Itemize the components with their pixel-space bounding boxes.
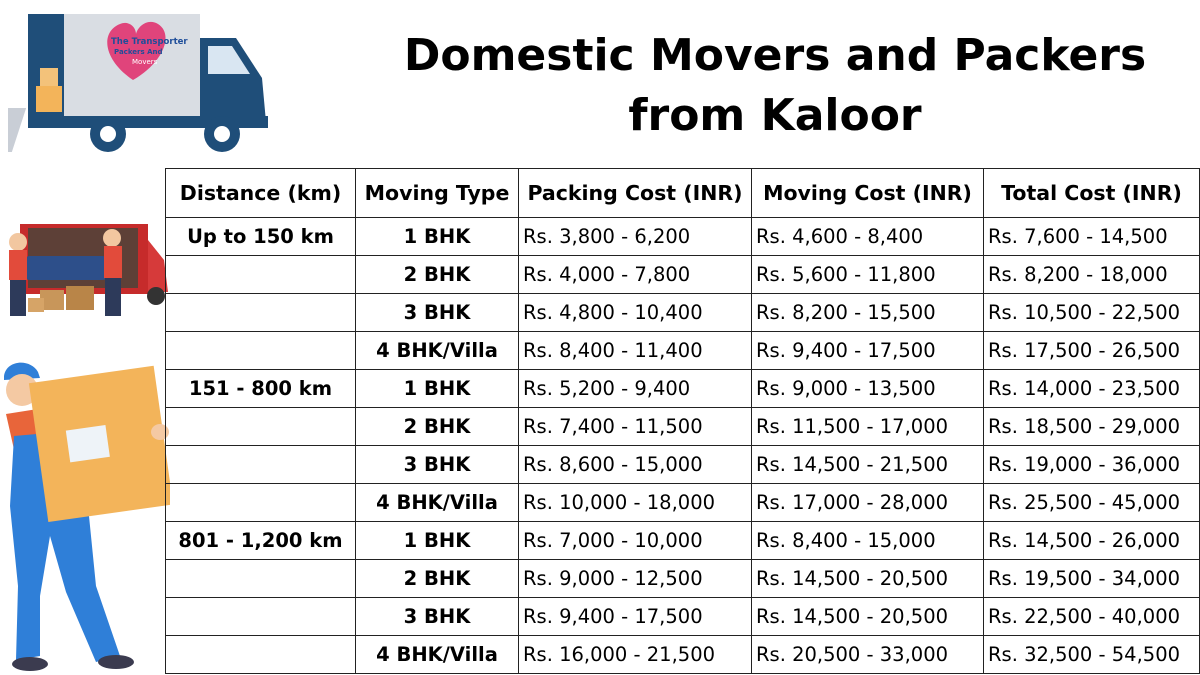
packing-cost-cell: Rs. 9,000 - 12,500	[519, 560, 752, 598]
total-cost-cell: Rs. 17,500 - 26,500	[984, 332, 1200, 370]
distance-cell	[166, 484, 356, 522]
moving-type-cell: 2 BHK	[356, 560, 519, 598]
moving-cost-cell: Rs. 14,500 - 21,500	[752, 446, 984, 484]
packing-cost-cell: Rs. 5,200 - 9,400	[519, 370, 752, 408]
total-cost-cell: Rs. 32,500 - 54,500	[984, 636, 1200, 674]
distance-cell	[166, 598, 356, 636]
loading-ramp	[8, 108, 26, 152]
mover-shoe	[98, 655, 134, 669]
header-moving-type: Moving Type	[356, 169, 519, 218]
table-row	[166, 522, 1200, 560]
packing-cost-cell: Rs. 9,400 - 17,500	[519, 598, 752, 636]
moving-cost-cell: Rs. 4,600 - 8,400	[752, 218, 984, 256]
page-title	[395, 26, 1155, 146]
table-row	[166, 408, 1200, 446]
title-line-1: Domestic Movers and Packers	[403, 30, 1147, 81]
wheel-icon	[147, 287, 165, 305]
total-cost-cell: Rs. 14,500 - 26,000	[984, 522, 1200, 560]
distance-cell	[166, 636, 356, 674]
moving-type-cell: 1 BHK	[356, 370, 519, 408]
truck-logo-illustration	[8, 10, 270, 158]
packing-cost-cell: Rs. 7,400 - 11,500	[519, 408, 752, 446]
header-total-cost: Total Cost (INR)	[984, 169, 1200, 218]
title-line-2: from Kaloor	[628, 90, 922, 141]
box-icon	[28, 298, 44, 312]
distance-cell: 801 - 1,200 km	[166, 522, 356, 560]
logo-text-line1: The Transporter	[111, 37, 188, 47]
table-row	[166, 370, 1200, 408]
total-cost-cell: Rs. 7,600 - 14,500	[984, 218, 1200, 256]
moving-type-cell: 3 BHK	[356, 446, 519, 484]
box-icon	[40, 68, 58, 86]
total-cost-cell: Rs. 25,500 - 45,000	[984, 484, 1200, 522]
moving-cost-cell: Rs. 14,500 - 20,500	[752, 598, 984, 636]
moving-cost-cell: Rs. 17,000 - 28,000	[752, 484, 984, 522]
moving-cost-cell: Rs. 9,000 - 13,500	[752, 370, 984, 408]
moving-type-cell: 1 BHK	[356, 522, 519, 560]
mover-head	[103, 229, 121, 247]
movers-van-illustration	[0, 220, 170, 320]
moving-cost-cell: Rs. 14,500 - 20,500	[752, 560, 984, 598]
table-row	[166, 560, 1200, 598]
total-cost-cell: Rs. 14,000 - 23,500	[984, 370, 1200, 408]
mover-head	[9, 233, 27, 251]
header-distance: Distance (km)	[166, 169, 356, 218]
distance-cell	[166, 256, 356, 294]
packing-cost-cell: Rs. 8,400 - 11,400	[519, 332, 752, 370]
sofa-icon	[24, 256, 108, 280]
table-row	[166, 484, 1200, 522]
mover-body	[104, 246, 122, 278]
mover-body	[9, 250, 27, 280]
moving-type-cell: 4 BHK/Villa	[356, 332, 519, 370]
distance-cell	[166, 408, 356, 446]
table-row	[166, 598, 1200, 636]
distance-cell	[166, 294, 356, 332]
logo-text-line3: Movers	[132, 58, 158, 66]
moving-cost-cell: Rs. 8,200 - 15,500	[752, 294, 984, 332]
moving-type-cell: 4 BHK/Villa	[356, 484, 519, 522]
table-row	[166, 218, 1200, 256]
box-icon	[36, 86, 62, 112]
total-cost-cell: Rs. 19,500 - 34,000	[984, 560, 1200, 598]
moving-type-cell: 4 BHK/Villa	[356, 636, 519, 674]
packing-cost-cell: Rs. 16,000 - 21,500	[519, 636, 752, 674]
moving-cost-cell: Rs. 11,500 - 17,000	[752, 408, 984, 446]
distance-cell	[166, 560, 356, 598]
moving-type-cell: 3 BHK	[356, 598, 519, 636]
table-row	[166, 332, 1200, 370]
header-packing-cost: Packing Cost (INR)	[519, 169, 752, 218]
packing-cost-cell: Rs. 8,600 - 15,000	[519, 446, 752, 484]
table-header-row	[166, 169, 1200, 218]
cost-table	[165, 168, 1200, 674]
packing-cost-cell: Rs. 3,800 - 6,200	[519, 218, 752, 256]
moving-cost-cell: Rs. 9,400 - 17,500	[752, 332, 984, 370]
moving-type-cell: 3 BHK	[356, 294, 519, 332]
moving-cost-cell: Rs. 5,600 - 11,800	[752, 256, 984, 294]
distance-cell: 151 - 800 km	[166, 370, 356, 408]
table-row	[166, 256, 1200, 294]
moving-cost-cell: Rs. 20,500 - 33,000	[752, 636, 984, 674]
mover-shoe	[12, 657, 48, 671]
total-cost-cell: Rs. 19,000 - 36,000	[984, 446, 1200, 484]
total-cost-cell: Rs. 8,200 - 18,000	[984, 256, 1200, 294]
header-moving-cost: Moving Cost (INR)	[752, 169, 984, 218]
wheel-hub	[100, 126, 116, 142]
logo-text-line2: Packers And	[114, 48, 163, 56]
moving-type-cell: 1 BHK	[356, 218, 519, 256]
moving-type-cell: 2 BHK	[356, 256, 519, 294]
table-row	[166, 294, 1200, 332]
packing-cost-cell: Rs. 4,000 - 7,800	[519, 256, 752, 294]
box-label	[66, 425, 110, 462]
total-cost-cell: Rs. 10,500 - 22,500	[984, 294, 1200, 332]
distance-cell	[166, 446, 356, 484]
total-cost-cell: Rs. 18,500 - 29,000	[984, 408, 1200, 446]
table-row	[166, 446, 1200, 484]
moving-cost-cell: Rs. 8,400 - 15,000	[752, 522, 984, 560]
distance-cell: Up to 150 km	[166, 218, 356, 256]
total-cost-cell: Rs. 22,500 - 40,000	[984, 598, 1200, 636]
packing-cost-cell: Rs. 10,000 - 18,000	[519, 484, 752, 522]
moving-type-cell: 2 BHK	[356, 408, 519, 446]
packing-cost-cell: Rs. 4,800 - 10,400	[519, 294, 752, 332]
mover-carrying-box-illustration	[0, 356, 170, 674]
wheel-hub	[214, 126, 230, 142]
distance-cell	[166, 332, 356, 370]
mover-legs	[105, 278, 121, 316]
table-row	[166, 636, 1200, 674]
box-icon	[66, 286, 94, 310]
packing-cost-cell: Rs. 7,000 - 10,000	[519, 522, 752, 560]
mover-legs	[10, 280, 26, 316]
